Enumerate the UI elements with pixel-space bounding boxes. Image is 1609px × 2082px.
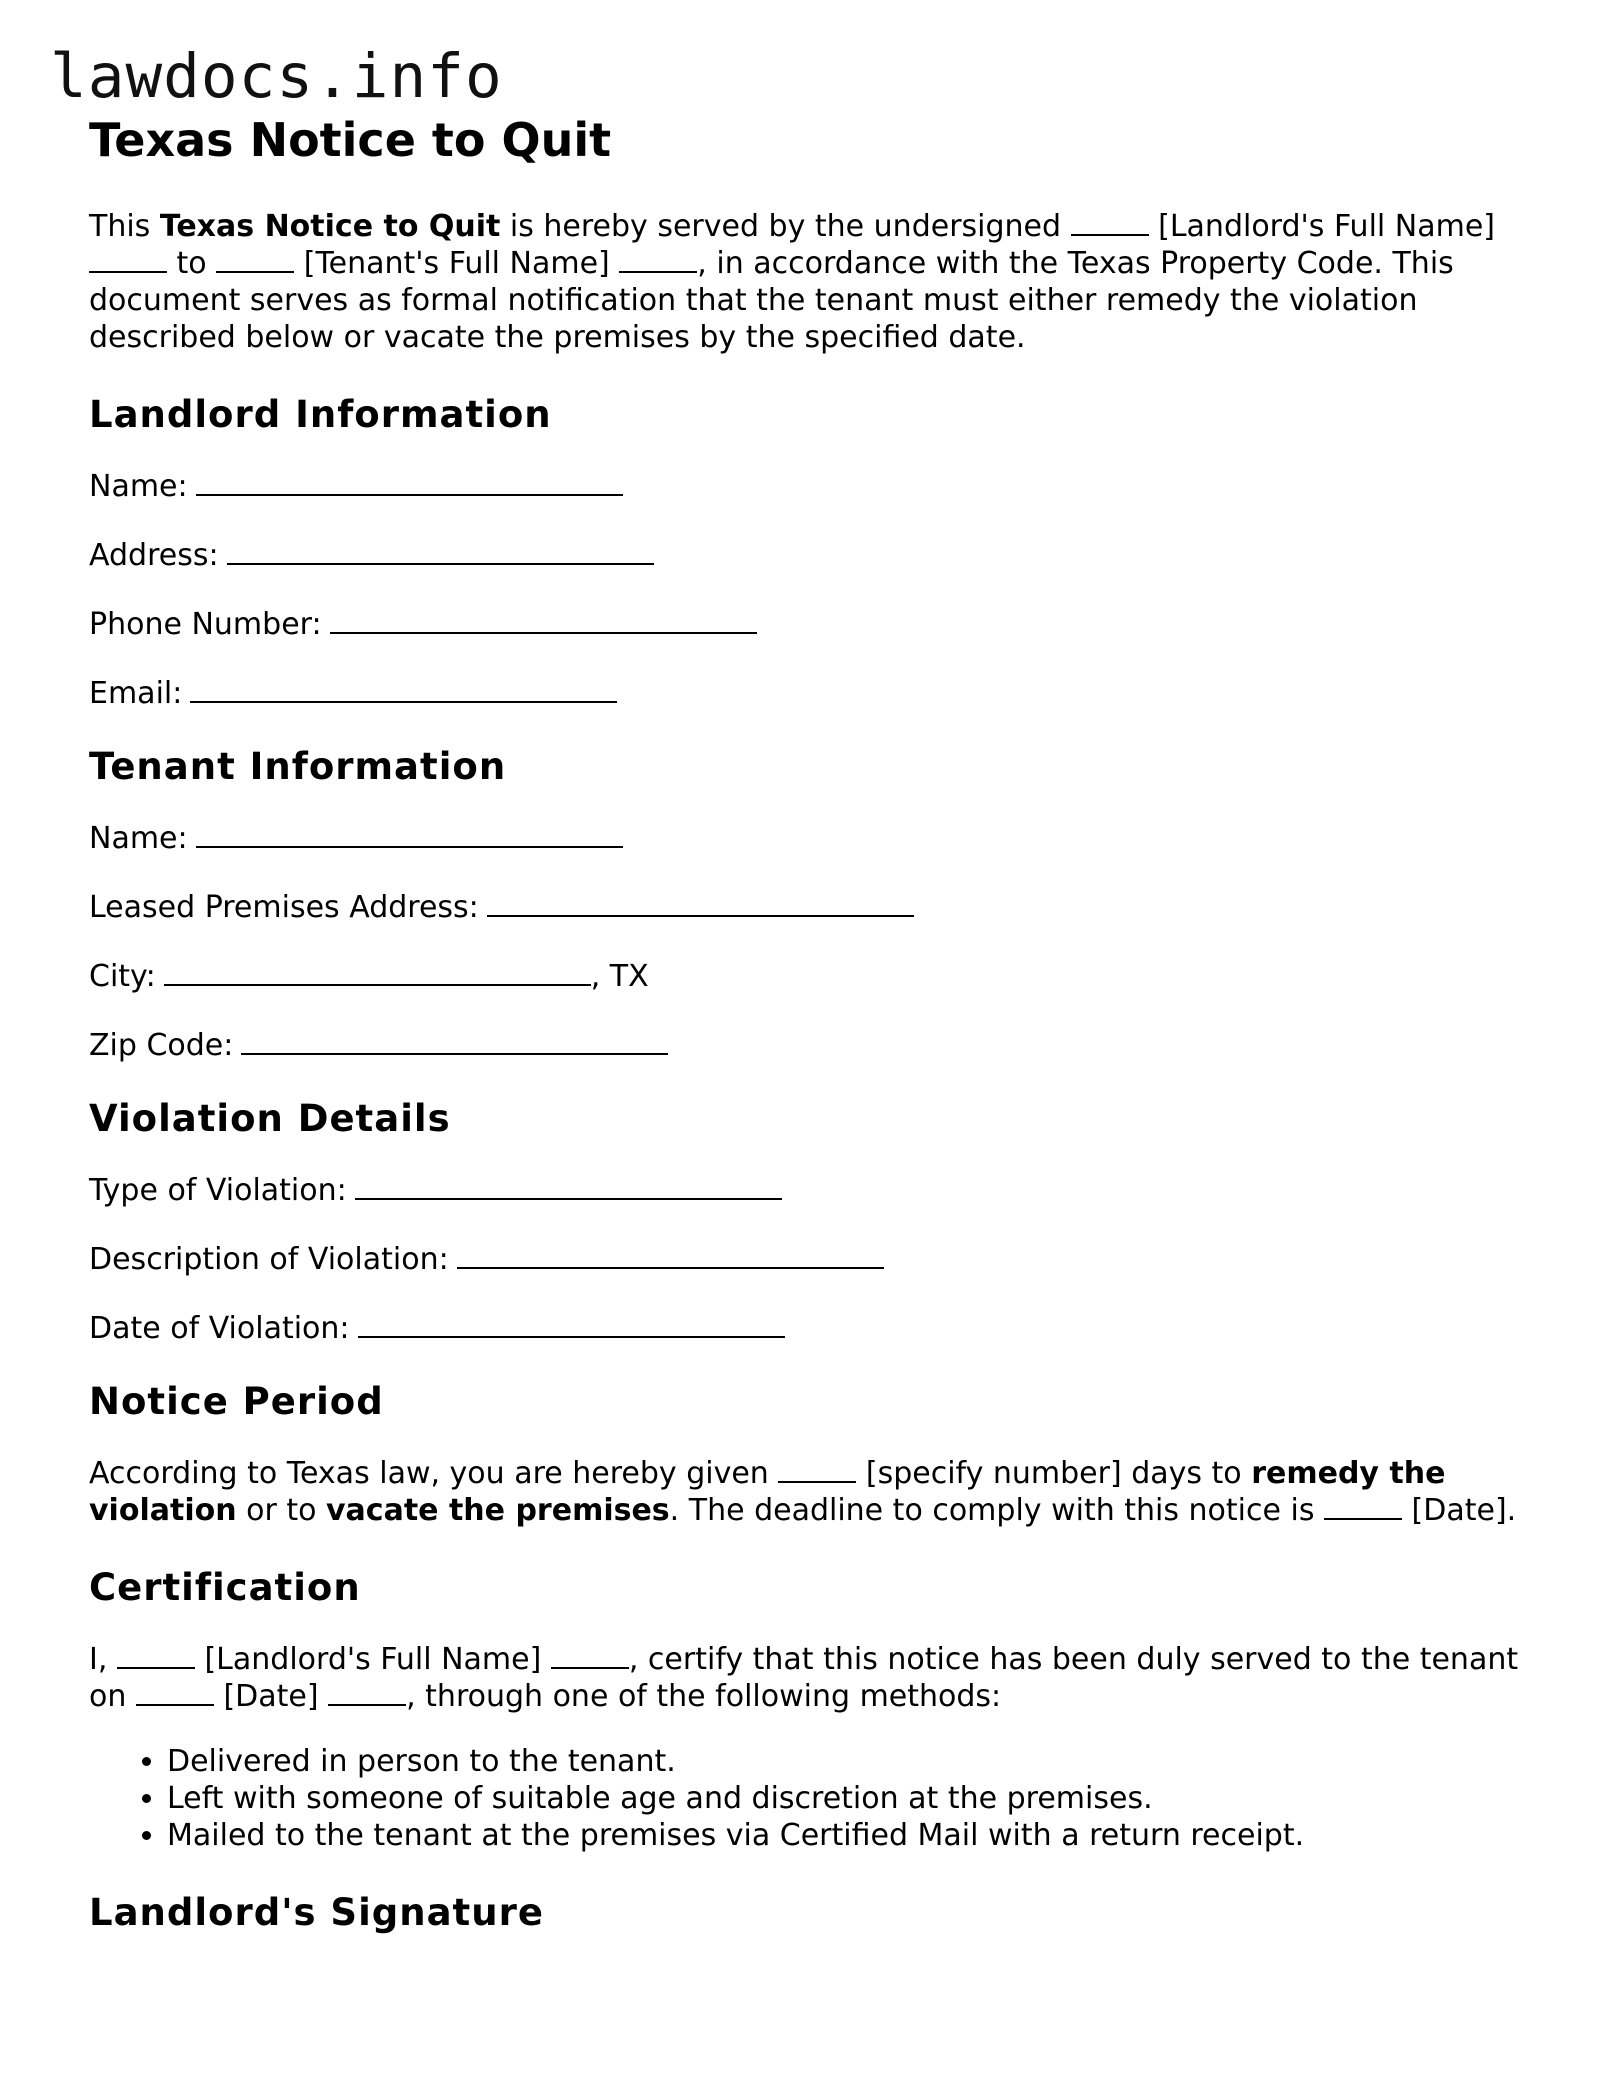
- blank-line[interactable]: [619, 245, 697, 273]
- landlord-name-field: Name:: [89, 468, 1529, 505]
- tenant-zip-field: Zip Code:: [89, 1027, 1529, 1064]
- violation-type-line[interactable]: [355, 1172, 782, 1200]
- landlord-info-heading: Landlord Information: [89, 393, 552, 436]
- tenant-name-line[interactable]: [196, 820, 623, 848]
- list-item: • Mailed to the tenant at the premises via Certified Mail with a return receipt.: [167, 1817, 1529, 1854]
- blank-line[interactable]: [1071, 208, 1149, 236]
- blank-line[interactable]: [551, 1641, 629, 1669]
- landlord-address-field: Address:: [89, 537, 1529, 574]
- tenant-premises-line[interactable]: [487, 889, 914, 917]
- tenant-premises-field: Leased Premises Address:: [89, 889, 1529, 926]
- page-title: Texas Notice to Quit: [89, 113, 612, 167]
- blank-line[interactable]: [1324, 1492, 1402, 1520]
- certification-paragraph: I, [Landlord's Full Name] , certify that this notice has been duly served to the tenant on [Date] , through one of the following methods:: [89, 1642, 1519, 1714]
- tenant-zip-line[interactable]: [241, 1027, 668, 1055]
- notice-period-heading: Notice Period: [89, 1380, 384, 1423]
- notice-period-paragraph: According to Texas law, you are hereby given [specify number] days to remedy the violation or to vacate the premises. The deadline to comply with this notice is [Date].: [89, 1456, 1517, 1528]
- site-logo-text: lawdocs.info: [50, 41, 503, 112]
- violation-details-heading: Violation Details: [89, 1097, 451, 1140]
- violation-description-line[interactable]: [457, 1241, 884, 1269]
- tenant-city-field: City: , TX: [89, 959, 649, 994]
- landlord-email-field: Email:: [89, 675, 1529, 712]
- list-item: • Delivered in person to the tenant.: [167, 1743, 1529, 1780]
- blank-line[interactable]: [136, 1678, 214, 1706]
- violation-date-line[interactable]: [358, 1310, 785, 1338]
- landlord-phone-line[interactable]: [330, 606, 757, 634]
- violation-description-field: Description of Violation:: [89, 1241, 1529, 1278]
- tenant-info-heading: Tenant Information: [89, 745, 507, 788]
- certification-heading: Certification: [89, 1566, 361, 1609]
- blank-line[interactable]: [117, 1641, 195, 1669]
- landlord-signature-heading: Landlord's Signature: [89, 1891, 544, 1934]
- violation-type-field: Type of Violation:: [89, 1172, 1529, 1209]
- tenant-name-field: Name:: [89, 820, 1529, 857]
- list-item: • Left with someone of suitable age and discretion at the premises.: [167, 1780, 1529, 1817]
- intro-paragraph: This Texas Notice to Quit is hereby served by the undersigned [Landlord's Full Name] to [Tenant's Full Name] , in accordance with the Texas Property Code. This document serves as formal notification that the tenant must either remedy the violation described below or vacate the premises by the specified date.: [89, 209, 1495, 355]
- document-body: [89, 112, 1529, 1966]
- landlord-email-line[interactable]: [190, 675, 617, 703]
- blank-line[interactable]: [89, 245, 167, 273]
- landlord-address-line[interactable]: [227, 537, 654, 565]
- landlord-name-line[interactable]: [196, 468, 623, 496]
- service-methods-list: [89, 1743, 1529, 1854]
- landlord-phone-field: Phone Number:: [89, 606, 1529, 643]
- tenant-city-line[interactable]: [164, 958, 591, 986]
- blank-line[interactable]: [328, 1678, 406, 1706]
- blank-line[interactable]: [778, 1455, 856, 1483]
- violation-date-field: Date of Violation:: [89, 1310, 1529, 1347]
- blank-line[interactable]: [216, 245, 294, 273]
